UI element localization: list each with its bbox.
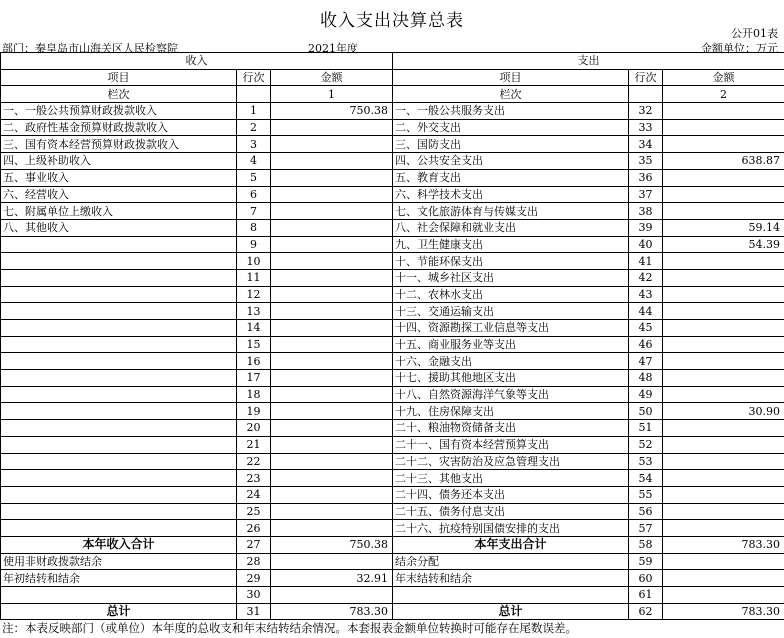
income-item-cell: [1, 386, 237, 403]
table-row: [1, 486, 784, 503]
income-amount-cell: [271, 420, 393, 437]
income-amount-cell: [271, 353, 393, 370]
expense-amount-cell: [663, 320, 784, 337]
expense-row-no-cell: 50: [629, 403, 663, 420]
expense-amount-cell: [663, 353, 784, 370]
expense-row-no-cell: 37: [629, 186, 663, 203]
income-item-cell: [1, 453, 237, 470]
expense-row-no-cell: 48: [629, 370, 663, 387]
table-row: [1, 186, 784, 203]
income-amount-cell: [271, 203, 393, 220]
income-amount-cell: [271, 370, 393, 387]
income-row-no-cell: 15: [237, 336, 271, 353]
income-row-no-cell: 12: [237, 286, 271, 303]
income-row-no-cell: 31: [237, 603, 271, 620]
expense-row-no-cell: 52: [629, 436, 663, 453]
income-row-no-cell: 11: [237, 269, 271, 286]
expense-amount-cell: [663, 553, 784, 570]
income-group-header: 收入: [1, 53, 393, 70]
income-item-cell: [1, 520, 237, 537]
expense-amount-cell: [663, 453, 784, 470]
expense-amount-cell: 54.39: [663, 236, 784, 253]
income-row-no-cell: 26: [237, 520, 271, 537]
expense-group-header: 支出: [393, 53, 784, 70]
expense-row-no-cell: 49: [629, 386, 663, 403]
income-row-no-cell: 18: [237, 386, 271, 403]
income-amount-cell: [271, 236, 393, 253]
income-item-cell: 总计: [1, 603, 237, 620]
expense-item-cell: 八、社会保障和就业支出: [393, 219, 629, 236]
income-item-cell: [1, 269, 237, 286]
expense-amount-cell: [663, 520, 784, 537]
expense-row-no-cell: 47: [629, 353, 663, 370]
expense-amount-cell: [663, 303, 784, 320]
income-item-cell: [1, 370, 237, 387]
income-row-no-cell: 9: [237, 236, 271, 253]
income-item-cell: [1, 587, 237, 604]
table-row: [1, 470, 784, 487]
expense-row-no-cell: 39: [629, 219, 663, 236]
table-row: [1, 136, 784, 153]
income-row-no-cell: 20: [237, 420, 271, 437]
expense-amount-cell: 783.30: [663, 536, 784, 553]
expense-row-no-cell: 54: [629, 470, 663, 487]
expense-amount-cell: [663, 119, 784, 136]
income-amount-cell: [271, 553, 393, 570]
expense-row-no-cell: 44: [629, 303, 663, 320]
income-amount-cell: [271, 403, 393, 420]
expense-row-no-cell: 45: [629, 320, 663, 337]
income-amount-cell: [271, 286, 393, 303]
expense-amount-cell: [663, 570, 784, 587]
income-row-no-cell: 29: [237, 570, 271, 587]
income-item-cell: [1, 236, 237, 253]
expense-item-cell: 二十五、债务付息支出: [393, 503, 629, 520]
expense-row-no-cell: 53: [629, 453, 663, 470]
expense-amount-header: 金额: [663, 69, 784, 86]
income-amount-cell: [271, 186, 393, 203]
income-item-cell: 本年收入合计: [1, 536, 237, 553]
income-row-no-cell: 25: [237, 503, 271, 520]
footnote: 注：本表反映部门（或单位）本年度的总收支和年末结转结余情况。本套报表金额单位转换时可能存在尾数误差。: [2, 621, 577, 635]
income-item-cell: 八、其他收入: [1, 219, 237, 236]
expense-amount-cell: [663, 269, 784, 286]
expense-item-header: 项目: [393, 69, 629, 86]
expense-item-cell: 本年支出合计: [393, 536, 629, 553]
expense-item-cell: 二、外交支出: [393, 119, 629, 136]
income-amount-cell: [271, 587, 393, 604]
income-row-no-cell: 19: [237, 403, 271, 420]
expense-amount-cell: [663, 336, 784, 353]
expense-amount-cell: [663, 370, 784, 387]
expense-row-no-cell: 58: [629, 536, 663, 553]
expense-amount-cell: [663, 136, 784, 153]
expense-row-no-cell: 36: [629, 169, 663, 186]
expense-amount-cell: 638.87: [663, 153, 784, 170]
expense-item-cell: 六、科学技术支出: [393, 186, 629, 203]
income-amount-cell: [271, 486, 393, 503]
expense-item-cell: 二十、粮油物资储备支出: [393, 420, 629, 437]
expense-item-cell: 结余分配: [393, 553, 629, 570]
income-row-no-cell: 6: [237, 186, 271, 203]
income-amount-cell: [271, 453, 393, 470]
expense-item-cell: 十三、交通运输支出: [393, 303, 629, 320]
income-item-cell: [1, 486, 237, 503]
income-row-no-cell: 28: [237, 553, 271, 570]
income-row-no-header: 行次: [237, 69, 271, 86]
expense-amount-cell: [663, 169, 784, 186]
income-item-cell: [1, 286, 237, 303]
income-item-cell: 年初结转和结余: [1, 570, 237, 587]
income-item-cell: 三、国有资本经营预算财政拨款收入: [1, 136, 237, 153]
expense-item-cell: 十一、城乡社区支出: [393, 269, 629, 286]
table-row: [1, 386, 784, 403]
table-row: [1, 453, 784, 470]
income-amount-cell: [271, 269, 393, 286]
income-item-cell: 四、上级补助收入: [1, 153, 237, 170]
expense-amount-cell: [663, 503, 784, 520]
expense-item-cell: 一、一般公共服务支出: [393, 103, 629, 120]
table-row: [1, 269, 784, 286]
income-item-cell: [1, 303, 237, 320]
expense-item-cell: 三、国防支出: [393, 136, 629, 153]
expense-amount-cell: 783.30: [663, 603, 784, 620]
income-row-no-cell: 10: [237, 253, 271, 270]
expense-item-cell: 十九、住房保障支出: [393, 403, 629, 420]
income-row-no-cell: 8: [237, 219, 271, 236]
table-row: [1, 536, 784, 553]
expense-item-cell: 十二、农林水支出: [393, 286, 629, 303]
table-row: [1, 570, 784, 587]
income-row-no-cell: 14: [237, 320, 271, 337]
amount-unit-label: 金额单位：万元: [701, 42, 778, 55]
expense-amount-cell: 30.90: [663, 403, 784, 420]
income-item-cell: 二、政府性基金预算财政拨款收入: [1, 119, 237, 136]
income-row-no-cell: 13: [237, 303, 271, 320]
income-row-no-cell: 7: [237, 203, 271, 220]
expense-item-cell: 十五、商业服务业等支出: [393, 336, 629, 353]
expense-column-label-blank: [629, 86, 663, 103]
income-amount-cell: [271, 470, 393, 487]
expense-row-no-cell: 34: [629, 136, 663, 153]
income-row-no-cell: 17: [237, 370, 271, 387]
income-row-no-cell: 16: [237, 353, 271, 370]
income-row-no-cell: 24: [237, 486, 271, 503]
expense-row-no-cell: 61: [629, 587, 663, 604]
income-column-number: 1: [271, 86, 393, 103]
group-header-row: [1, 53, 784, 70]
expense-item-cell: 二十六、抗疫特别国债安排的支出: [393, 520, 629, 537]
income-row-no-cell: 27: [237, 536, 271, 553]
expense-amount-cell: [663, 103, 784, 120]
expense-item-cell: 七、文化旅游体育与传媒支出: [393, 203, 629, 220]
income-amount-cell: [271, 336, 393, 353]
table-row: [1, 553, 784, 570]
expense-row-no-cell: 57: [629, 520, 663, 537]
expense-row-no-cell: 40: [629, 236, 663, 253]
table-row: [1, 436, 784, 453]
expense-item-cell: 二十四、债务还本支出: [393, 486, 629, 503]
income-amount-cell: [271, 436, 393, 453]
income-amount-cell: 750.38: [271, 536, 393, 553]
fiscal-year-label: 2021年度: [308, 42, 358, 55]
table-row: [1, 320, 784, 337]
income-amount-cell: [271, 303, 393, 320]
income-row-no-cell: 21: [237, 436, 271, 453]
expense-item-cell: 十七、援助其他地区支出: [393, 370, 629, 387]
report-title: 收入支出决算总表: [320, 11, 464, 31]
expense-item-cell: 十八、自然资源海洋气象等支出: [393, 386, 629, 403]
expense-amount-cell: [663, 253, 784, 270]
income-item-cell: [1, 436, 237, 453]
department-label: 部门：秦皇岛市山海关区人民检察院: [2, 42, 178, 55]
expense-row-no-cell: 56: [629, 503, 663, 520]
income-item-cell: 一、一般公共预算财政拨款收入: [1, 103, 237, 120]
table-row: [1, 203, 784, 220]
expense-item-cell: [393, 587, 629, 604]
table-row: [1, 603, 784, 620]
income-row-no-cell: 22: [237, 453, 271, 470]
income-column-label: 栏次: [1, 86, 237, 103]
income-item-cell: 使用非财政拨款结余: [1, 553, 237, 570]
income-row-no-cell: 5: [237, 169, 271, 186]
income-row-no-cell: 23: [237, 470, 271, 487]
expense-item-cell: 总计: [393, 603, 629, 620]
expense-amount-cell: [663, 286, 784, 303]
expense-column-label: 栏次: [393, 86, 629, 103]
income-amount-cell: 783.30: [271, 603, 393, 620]
expense-column-number: 2: [663, 86, 784, 103]
expense-item-cell: 十、节能环保支出: [393, 253, 629, 270]
table-row: [1, 587, 784, 604]
income-amount-cell: [271, 253, 393, 270]
table-row: [1, 420, 784, 437]
expense-amount-cell: [663, 436, 784, 453]
income-amount-cell: [271, 219, 393, 236]
expense-item-cell: 九、卫生健康支出: [393, 236, 629, 253]
form-number: 公开01表: [731, 27, 778, 40]
table-row: [1, 219, 784, 236]
expense-amount-cell: [663, 486, 784, 503]
income-item-cell: 五、事业收入: [1, 169, 237, 186]
income-column-label-blank: [237, 86, 271, 103]
table-row: [1, 286, 784, 303]
table-row: [1, 336, 784, 353]
expense-item-cell: 二十三、其他支出: [393, 470, 629, 487]
income-item-cell: [1, 253, 237, 270]
income-row-no-cell: 2: [237, 119, 271, 136]
income-amount-cell: [271, 169, 393, 186]
expense-row-no-cell: 43: [629, 286, 663, 303]
income-amount-cell: [271, 119, 393, 136]
expense-row-no-cell: 35: [629, 153, 663, 170]
expense-item-cell: 五、教育支出: [393, 169, 629, 186]
expense-row-no-header: 行次: [629, 69, 663, 86]
expense-row-no-cell: 60: [629, 570, 663, 587]
income-expense-table: [0, 52, 784, 620]
income-row-no-cell: 30: [237, 587, 271, 604]
income-item-cell: 六、经营收入: [1, 186, 237, 203]
income-amount-cell: [271, 153, 393, 170]
expense-amount-cell: [663, 587, 784, 604]
table-row: [1, 503, 784, 520]
table-row: [1, 303, 784, 320]
expense-amount-cell: [663, 470, 784, 487]
table-row: [1, 353, 784, 370]
expense-row-no-cell: 59: [629, 553, 663, 570]
income-amount-header: 金额: [271, 69, 393, 86]
expense-row-no-cell: 62: [629, 603, 663, 620]
column-header-row: [1, 69, 784, 86]
table-row: [1, 403, 784, 420]
expense-row-no-cell: 38: [629, 203, 663, 220]
income-row-no-cell: 1: [237, 103, 271, 120]
expense-row-no-cell: 32: [629, 103, 663, 120]
income-amount-cell: [271, 136, 393, 153]
income-row-no-cell: 4: [237, 153, 271, 170]
income-item-cell: [1, 420, 237, 437]
income-amount-cell: 750.38: [271, 103, 393, 120]
income-item-cell: [1, 353, 237, 370]
expense-amount-cell: [663, 203, 784, 220]
table-row: [1, 153, 784, 170]
income-amount-cell: [271, 320, 393, 337]
expense-row-no-cell: 46: [629, 336, 663, 353]
expense-item-cell: 四、公共安全支出: [393, 153, 629, 170]
expense-item-cell: 二十二、灾害防治及应急管理支出: [393, 453, 629, 470]
income-amount-cell: [271, 503, 393, 520]
expense-row-no-cell: 51: [629, 420, 663, 437]
table-row: [1, 370, 784, 387]
income-amount-cell: [271, 386, 393, 403]
income-amount-cell: 32.91: [271, 570, 393, 587]
table-row: [1, 169, 784, 186]
income-item-cell: [1, 403, 237, 420]
income-item-cell: [1, 320, 237, 337]
expense-row-no-cell: 41: [629, 253, 663, 270]
expense-amount-cell: [663, 186, 784, 203]
table-row: [1, 520, 784, 537]
expense-item-cell: 二十一、国有资本经营预算支出: [393, 436, 629, 453]
expense-amount-cell: [663, 386, 784, 403]
income-row-no-cell: 3: [237, 136, 271, 153]
income-item-cell: [1, 503, 237, 520]
table-row: [1, 236, 784, 253]
expense-amount-cell: 59.14: [663, 219, 784, 236]
income-item-cell: [1, 470, 237, 487]
income-item-header: 项目: [1, 69, 237, 86]
expense-item-cell: 十四、资源勘探工业信息等支出: [393, 320, 629, 337]
table-row: [1, 253, 784, 270]
expense-row-no-cell: 55: [629, 486, 663, 503]
expense-item-cell: 年末结转和结余: [393, 570, 629, 587]
expense-row-no-cell: 42: [629, 269, 663, 286]
income-amount-cell: [271, 520, 393, 537]
expense-item-cell: 十六、金融支出: [393, 353, 629, 370]
table-row: [1, 119, 784, 136]
expense-row-no-cell: 33: [629, 119, 663, 136]
income-item-cell: 七、附属单位上缴收入: [1, 203, 237, 220]
table-row: [1, 103, 784, 120]
expense-amount-cell: [663, 420, 784, 437]
column-label-row: [1, 86, 784, 103]
income-item-cell: [1, 336, 237, 353]
